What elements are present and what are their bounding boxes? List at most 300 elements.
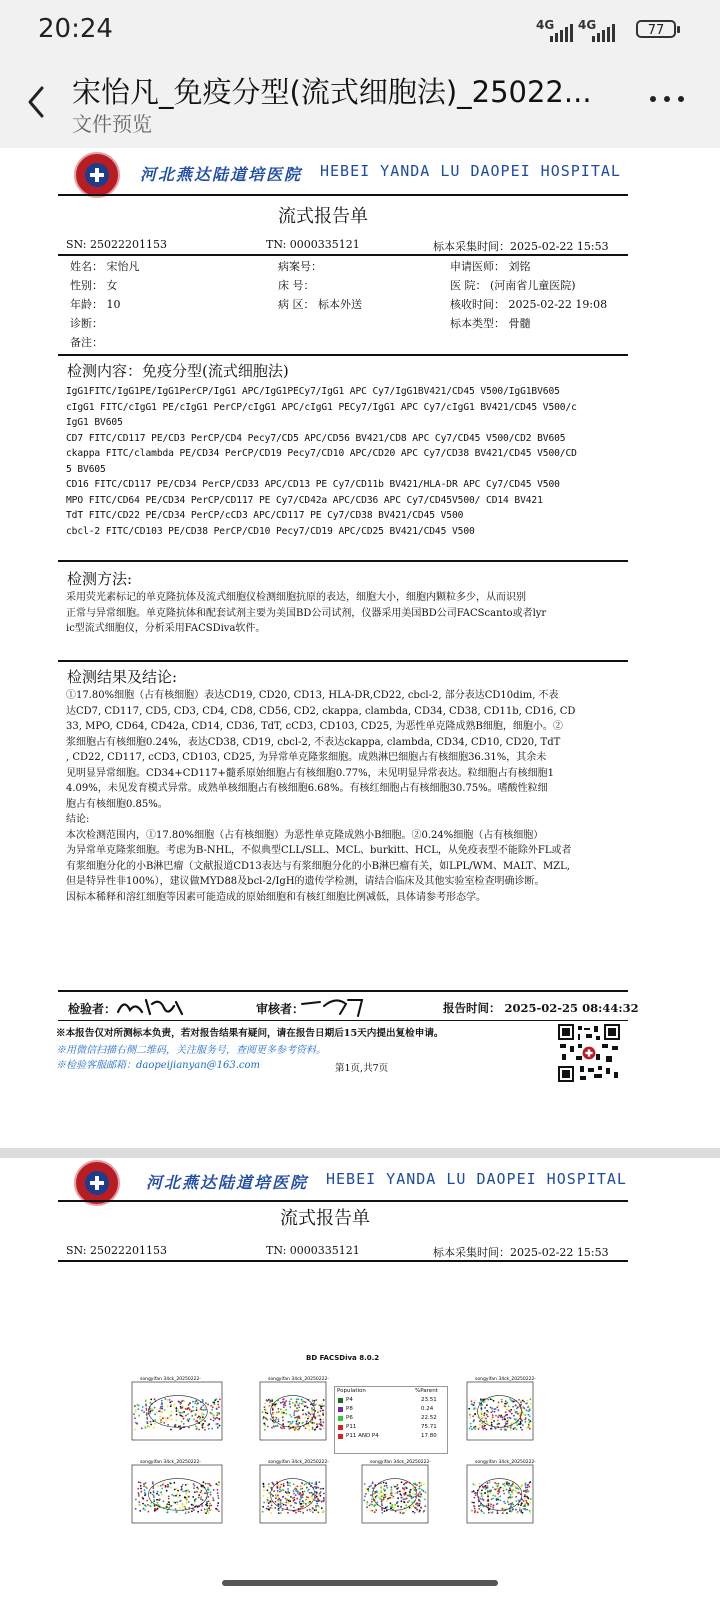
plot-dot	[487, 1496, 489, 1498]
plot-dot	[171, 1419, 173, 1421]
plot-dot	[289, 1424, 291, 1426]
plot-dot	[497, 1493, 499, 1495]
plot-dot	[175, 1424, 177, 1426]
plot-dot	[497, 1416, 499, 1418]
plot-dot	[208, 1423, 210, 1425]
plot-dot	[486, 1422, 488, 1424]
plot-dot	[488, 1512, 490, 1514]
plot-dot	[140, 1485, 142, 1487]
plot-dot	[518, 1492, 520, 1494]
plot-dot	[407, 1501, 409, 1503]
plot-dot	[490, 1506, 492, 1508]
plot-dot	[490, 1407, 492, 1409]
plot-frame	[467, 1465, 533, 1523]
plot-dot	[202, 1416, 204, 1418]
plot-dot	[498, 1423, 500, 1425]
plot-dot	[138, 1415, 140, 1417]
plot-dot	[400, 1512, 402, 1514]
plot-dot	[134, 1429, 136, 1431]
plot-dot	[322, 1403, 324, 1405]
plot-dot	[312, 1422, 314, 1424]
plot-dot	[507, 1484, 509, 1486]
plot-dot	[494, 1408, 496, 1410]
plot-dot	[272, 1483, 274, 1485]
plot-dot	[311, 1409, 313, 1411]
plot-dot	[295, 1494, 297, 1496]
hospital-name-en: HEBEI YANDA LU DAOPEI HOSPITAL	[320, 162, 621, 180]
plot-dot	[404, 1499, 406, 1501]
plot-dot	[309, 1425, 311, 1427]
plot-dot	[409, 1494, 411, 1496]
clock: 20:24	[38, 14, 113, 44]
plot-dot	[282, 1509, 284, 1511]
plot-dot	[492, 1507, 494, 1509]
plot-dot	[210, 1494, 212, 1496]
plot-dot	[312, 1507, 314, 1509]
plot-dot	[176, 1501, 178, 1503]
population-name: P6	[346, 1415, 353, 1421]
more-options-icon[interactable]	[650, 96, 690, 106]
plot-dot	[186, 1419, 188, 1421]
plot-dot	[143, 1411, 145, 1413]
plot-dot	[471, 1403, 473, 1405]
plot-dot	[194, 1402, 196, 1404]
plot-dot	[507, 1402, 509, 1404]
plot-dot	[368, 1490, 370, 1492]
plot-dot	[180, 1415, 182, 1417]
plot-dot	[290, 1398, 292, 1400]
plot-dot	[317, 1487, 319, 1489]
plot-dot	[165, 1398, 167, 1400]
plot-dot	[196, 1487, 198, 1489]
plot-dot	[287, 1490, 289, 1492]
plot-dot	[521, 1509, 523, 1511]
plot-dot	[505, 1400, 507, 1402]
plot-dot	[504, 1419, 506, 1421]
plot-dot	[319, 1500, 321, 1502]
plot-dot	[204, 1492, 206, 1494]
plot-dot	[299, 1403, 301, 1405]
plot-dot	[282, 1401, 284, 1403]
plot-caption: songyifan 34ck_20250222-	[140, 1460, 201, 1465]
plot-dot	[529, 1502, 531, 1504]
plot-dot	[490, 1504, 492, 1506]
plot-dot	[210, 1405, 212, 1407]
plot-dot	[136, 1423, 138, 1425]
plot-dot	[300, 1494, 302, 1496]
plot-dot	[267, 1489, 269, 1491]
page-number: 第1页,共7页	[335, 1063, 389, 1074]
plot-dot	[156, 1411, 158, 1413]
plot-dot	[176, 1410, 178, 1412]
plot-dot	[528, 1490, 530, 1492]
plot-dot	[174, 1404, 176, 1406]
plot-dot	[302, 1500, 304, 1502]
email-note[interactable]: ※检验客服邮箱：daopeijianyan@163.com	[56, 1060, 261, 1071]
plot-dot	[319, 1419, 321, 1421]
plot-dot	[473, 1402, 475, 1404]
population-value: 0.24	[421, 1406, 434, 1412]
plot-dot	[135, 1411, 137, 1413]
plot-dot	[293, 1483, 295, 1485]
plot-dot	[380, 1487, 382, 1489]
population-value: 23.51	[421, 1397, 437, 1403]
plot-dot	[484, 1428, 486, 1430]
status-bar	[0, 0, 720, 60]
plot-dot	[269, 1492, 271, 1494]
plot-dot	[512, 1493, 514, 1495]
plot-dot	[504, 1485, 506, 1487]
plot-dot	[192, 1496, 194, 1498]
plot-dot	[488, 1509, 490, 1511]
text-line: 因标本稀释和溶红细胞等因素可能造成的原始细胞和有核红细胞比例减低，具体请参考形态学。	[66, 891, 486, 903]
plot-dot	[397, 1505, 399, 1507]
plot-dot	[529, 1481, 531, 1483]
plot-dot	[274, 1406, 276, 1408]
plot-dot	[186, 1499, 188, 1501]
plot-dot	[508, 1405, 510, 1407]
plot-dot	[146, 1487, 148, 1489]
plot-dot	[275, 1425, 277, 1427]
plot-dot	[504, 1503, 506, 1505]
plot-dot	[525, 1509, 527, 1511]
qr-code-icon[interactable]	[558, 1024, 620, 1082]
plot-dot	[264, 1406, 266, 1408]
plot-dot	[290, 1505, 292, 1507]
plot-dot	[280, 1427, 282, 1429]
plot-dot	[153, 1496, 155, 1498]
plot-dot	[478, 1508, 480, 1510]
plot-dot	[217, 1502, 219, 1504]
plot-dot	[217, 1505, 219, 1507]
network-type-2: 4G	[578, 18, 597, 32]
plot-dot	[192, 1401, 194, 1403]
plot-dot	[305, 1405, 307, 1407]
disclaimer-text: ※本报告仅对所测标本负责，若对报告结果有疑问，请在报告日期后15天内提出复检申请。	[56, 1028, 444, 1039]
plot-dot	[208, 1512, 210, 1514]
plot-dot	[363, 1499, 365, 1501]
plot-dot	[279, 1488, 281, 1490]
plot-dot	[304, 1484, 306, 1486]
plot-dot	[207, 1510, 209, 1512]
plot-dot	[293, 1493, 295, 1495]
plot-dot	[414, 1496, 416, 1498]
plot-dot	[302, 1512, 304, 1514]
plot-dot	[470, 1423, 472, 1425]
plot-dot	[210, 1419, 212, 1421]
plot-dot	[487, 1411, 489, 1413]
plot-dot	[269, 1507, 271, 1509]
plot-dot	[152, 1487, 154, 1489]
plot-dot	[366, 1502, 368, 1504]
plot-dot	[188, 1420, 190, 1422]
plot-dot	[321, 1501, 323, 1503]
plot-dot	[210, 1412, 212, 1414]
plot-dot	[272, 1409, 274, 1411]
plot-dot	[524, 1419, 526, 1421]
plot-dot	[140, 1488, 142, 1490]
plot-dot	[169, 1482, 171, 1484]
plot-dot	[198, 1497, 200, 1499]
plot-dot	[189, 1402, 191, 1404]
plot-dot	[322, 1488, 324, 1490]
plot-dot	[312, 1511, 314, 1513]
plot-dot	[300, 1511, 302, 1513]
plot-dot	[520, 1400, 522, 1402]
plot-dot	[512, 1504, 514, 1506]
patient-age: 年龄： 10	[70, 298, 121, 311]
plot-dot	[517, 1406, 519, 1408]
population-value: 17.80	[421, 1433, 437, 1439]
plot-dot	[525, 1486, 527, 1488]
plot-dot	[138, 1494, 140, 1496]
plot-dot	[278, 1411, 280, 1413]
plot-dot	[167, 1406, 169, 1408]
plot-dot	[155, 1419, 157, 1421]
plot-dot	[209, 1484, 211, 1486]
plot-dot	[389, 1497, 391, 1499]
plot-dot	[510, 1426, 512, 1428]
plot-dot	[152, 1409, 154, 1411]
plot-dot	[262, 1418, 264, 1420]
plot-dot	[204, 1511, 206, 1513]
plot-dot	[322, 1511, 324, 1513]
plot-dot	[138, 1405, 140, 1407]
result-header: 检测结果及结论:	[67, 668, 178, 686]
plot-dot	[277, 1492, 279, 1494]
plot-dot	[302, 1404, 304, 1406]
plot-dot	[504, 1427, 506, 1429]
plot-dot	[484, 1492, 486, 1494]
plot-dot	[142, 1503, 144, 1505]
wechat-note: ※用微信扫描右侧二维码，关注服务号，查阅更多参考资料。	[56, 1045, 326, 1056]
plot-dot	[401, 1500, 403, 1502]
plot-dot	[493, 1400, 495, 1402]
plot-dot	[157, 1502, 159, 1504]
plot-dot	[381, 1509, 383, 1511]
plot-dot	[311, 1492, 313, 1494]
plot-dot	[272, 1507, 274, 1509]
plot-dot	[473, 1497, 475, 1499]
plot-dot	[397, 1497, 399, 1499]
text-line: CD16 FITC/CD117 PE/CD34 PerCP/CD33 APC/CD13 PE Cy7/CD11b BV421/HLA-DR APC Cy7/CD45 V500	[66, 479, 560, 490]
plot-dot	[213, 1402, 215, 1404]
plot-dot	[483, 1487, 485, 1489]
plot-dot	[289, 1414, 291, 1416]
plot-dot	[524, 1503, 526, 1505]
plot-dot	[206, 1502, 208, 1504]
plot-dot	[145, 1400, 147, 1402]
plot-dot	[322, 1414, 324, 1416]
plot-dot	[212, 1497, 214, 1499]
plot-dot	[316, 1496, 318, 1498]
plot-dot	[508, 1504, 510, 1506]
plot-dot	[283, 1485, 285, 1487]
plot-dot	[300, 1503, 302, 1505]
plot-dot	[504, 1483, 506, 1485]
plot-dot	[317, 1498, 319, 1500]
plot-dot	[491, 1399, 493, 1401]
plot-dot	[285, 1491, 287, 1493]
plot-dot	[168, 1485, 170, 1487]
plot-dot	[157, 1491, 159, 1493]
plot-dot	[415, 1507, 417, 1509]
plot-dot	[191, 1510, 193, 1512]
plot-dot	[208, 1496, 210, 1498]
hospital-name-en: HEBEI YANDA LU DAOPEI HOSPITAL	[326, 1170, 627, 1188]
plot-dot	[176, 1511, 178, 1513]
plot-dot	[205, 1409, 207, 1411]
plot-dot	[287, 1495, 289, 1497]
population-value: 22.52	[421, 1415, 437, 1421]
divider	[58, 660, 628, 662]
plot-dot	[298, 1494, 300, 1496]
plot-dot	[412, 1511, 414, 1513]
plot-dot	[296, 1485, 298, 1487]
plot-dot	[140, 1491, 142, 1493]
plot-dot	[473, 1490, 475, 1492]
plot-dot	[414, 1512, 416, 1514]
back-arrow-icon[interactable]	[22, 82, 52, 122]
plot-dot	[393, 1507, 395, 1509]
plot-dot	[399, 1491, 401, 1493]
plot-dot	[152, 1483, 154, 1485]
plot-dot	[508, 1410, 510, 1412]
plot-dot	[164, 1409, 166, 1411]
plot-dot	[284, 1402, 286, 1404]
plot-dot	[171, 1505, 173, 1507]
plot-dot	[481, 1418, 483, 1420]
plot-dot	[412, 1487, 414, 1489]
plot-dot	[161, 1408, 163, 1410]
plot-dot	[386, 1485, 388, 1487]
patient-sex: 性别： 女	[70, 279, 118, 292]
plot-dot	[323, 1427, 325, 1429]
plot-dot	[153, 1501, 155, 1503]
plot-dot	[492, 1416, 494, 1418]
signal-icon	[550, 20, 573, 42]
plot-dot	[160, 1491, 162, 1493]
plot-dot	[218, 1497, 220, 1499]
plot-dot	[480, 1505, 482, 1507]
plot-dot	[387, 1498, 389, 1500]
plot-dot	[168, 1498, 170, 1500]
plot-dot	[289, 1482, 291, 1484]
plot-dot	[165, 1417, 167, 1419]
plot-dot	[276, 1412, 278, 1414]
plot-dot	[149, 1410, 151, 1412]
home-indicator[interactable]	[222, 1580, 498, 1586]
plot-dot	[416, 1509, 418, 1511]
plot-dot	[499, 1496, 501, 1498]
facs-title: BD FACSDiva 8.0.2	[306, 1354, 380, 1362]
plot-dot	[381, 1512, 383, 1514]
plot-dot	[497, 1405, 499, 1407]
plot-dot	[186, 1490, 188, 1492]
plot-dot	[214, 1399, 216, 1401]
text-line: 胞占有核细胞0.85%。	[66, 798, 168, 810]
plot-dot	[293, 1414, 295, 1416]
plot-dot	[488, 1505, 490, 1507]
plot-dot	[310, 1404, 312, 1406]
plot-dot	[481, 1490, 483, 1492]
plot-dot	[469, 1417, 471, 1419]
plot-dot	[509, 1509, 511, 1511]
plot-dot	[514, 1418, 516, 1420]
plot-dot	[525, 1417, 527, 1419]
plot-dot	[280, 1402, 282, 1404]
plot-dot	[268, 1399, 270, 1401]
plot-dot	[182, 1506, 184, 1508]
plot-dot	[498, 1488, 500, 1490]
divider	[58, 254, 628, 256]
plot-dot	[521, 1419, 523, 1421]
plot-dot	[312, 1495, 314, 1497]
plot-dot	[494, 1495, 496, 1497]
plot-dot	[153, 1492, 155, 1494]
plot-dot	[481, 1511, 483, 1513]
plot-dot	[521, 1484, 523, 1486]
record-number: 病案号：	[278, 260, 322, 273]
plot-dot	[196, 1421, 198, 1423]
plot-dot	[195, 1425, 197, 1427]
plot-dot	[516, 1500, 518, 1502]
plot-dot	[283, 1427, 285, 1429]
plot-dot	[271, 1502, 273, 1504]
plot-dot	[487, 1491, 489, 1493]
plot-dot	[376, 1502, 378, 1504]
sample-type: 标本类型： 骨髓	[450, 317, 531, 330]
doctor: 申请医师： 刘铭	[450, 260, 531, 273]
plot-dot	[150, 1492, 152, 1494]
plot-dot	[188, 1404, 190, 1406]
plot-dot	[404, 1487, 406, 1489]
plot-dot	[288, 1492, 290, 1494]
plot-dot	[520, 1423, 522, 1425]
plot-dot	[510, 1497, 512, 1499]
divider	[58, 1260, 628, 1262]
plot-dot	[287, 1484, 289, 1486]
plot-dot	[193, 1487, 195, 1489]
plot-dot	[490, 1428, 492, 1430]
plot-dot	[200, 1417, 202, 1419]
plot-dot	[522, 1424, 524, 1426]
plot-dot	[202, 1405, 204, 1407]
plot-dot	[271, 1494, 273, 1496]
gate-outline	[271, 1479, 315, 1511]
plot-dot	[529, 1510, 531, 1512]
plot-dot	[143, 1483, 145, 1485]
plot-dot	[306, 1420, 308, 1422]
plot-dot	[506, 1512, 508, 1514]
plot-dot	[168, 1507, 170, 1509]
plot-dot	[474, 1407, 476, 1409]
plot-dot	[186, 1502, 188, 1504]
plot-dot	[525, 1490, 527, 1492]
plot-dot	[372, 1510, 374, 1512]
plot-dot	[414, 1494, 416, 1496]
plot-dot	[386, 1500, 388, 1502]
plot-dot	[505, 1415, 507, 1417]
plot-dot	[309, 1509, 311, 1511]
text-line: ic型流式细胞仪，分析采用FACSDiva软件。	[66, 623, 266, 634]
plot-dot	[196, 1491, 198, 1493]
plot-dot	[419, 1510, 421, 1512]
plot-dot	[479, 1420, 481, 1422]
plot-dot	[320, 1491, 322, 1493]
plot-dot	[396, 1488, 398, 1490]
plot-dot	[492, 1495, 494, 1497]
